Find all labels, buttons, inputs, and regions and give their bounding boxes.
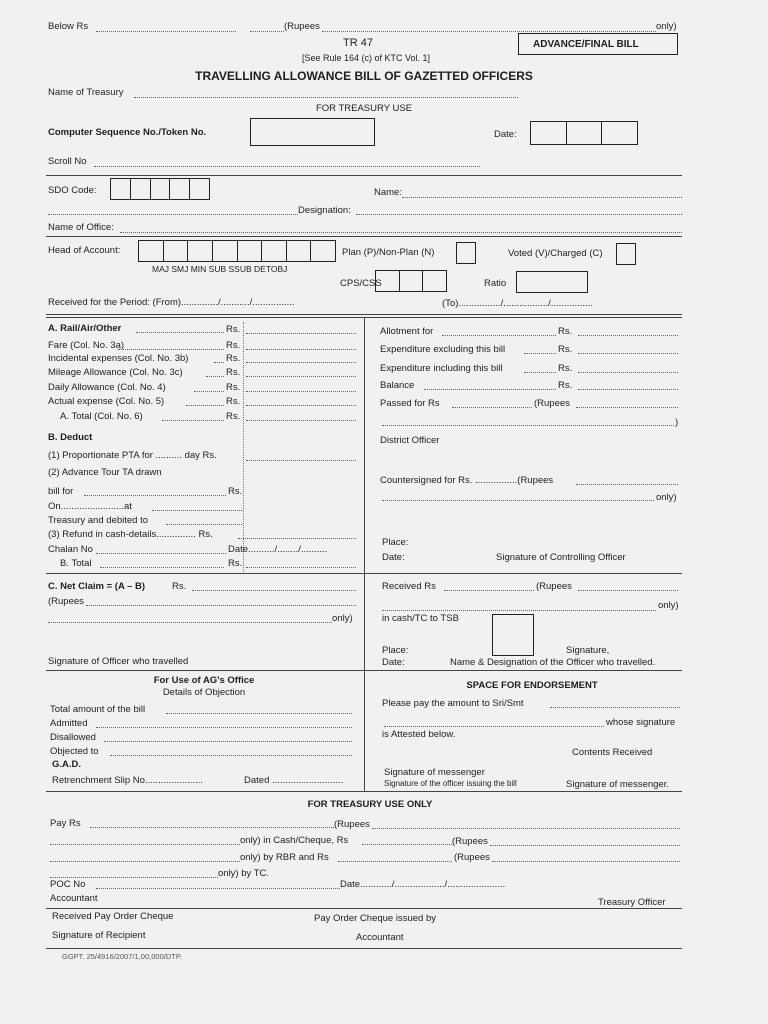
form-title: TRAVELLING ALLOWANCE BILL OF GAZETTED OFFICERS <box>195 69 533 83</box>
passed-rupees-label: (Rupees <box>534 398 570 409</box>
attested-label: is Attested below. <box>382 729 456 740</box>
exp-incl-field[interactable] <box>524 372 556 373</box>
head-of-account-label: Head of Account: <box>48 245 121 256</box>
received-rupees-field[interactable] <box>578 590 678 591</box>
bill-type-box <box>518 33 678 55</box>
on-at-label: On........................at <box>48 501 132 512</box>
rupees-field-lead[interactable] <box>250 31 284 32</box>
chalan-label: Chalan No <box>48 544 93 555</box>
allotment-label: Allotment for <box>380 326 434 337</box>
payee-field[interactable] <box>384 726 604 727</box>
countersigned-rupees-field[interactable] <box>382 500 654 501</box>
print-reference: GGPT. 25/4916/2007/1,00,000/DTP. <box>62 952 182 961</box>
rs-label: Rs. <box>226 382 241 393</box>
fare-field[interactable] <box>118 349 224 350</box>
name-of-office-field[interactable] <box>120 232 682 233</box>
amount-field[interactable] <box>246 420 356 421</box>
actual-expense-field[interactable] <box>186 405 224 406</box>
treasury-debited-field[interactable] <box>166 524 242 525</box>
rs-label: Rs. <box>172 581 187 592</box>
countersigned-field[interactable] <box>576 484 678 485</box>
amount-field[interactable] <box>246 376 356 377</box>
rs-label: Rs. <box>558 326 573 337</box>
gad-label: G.A.D. <box>52 759 82 770</box>
rs-label: Rs. <box>558 344 573 355</box>
allotment-field[interactable] <box>442 335 556 336</box>
head-codes-labels: MAJ SMJ MIN SUB SSUB DETOBJ <box>152 264 288 274</box>
b-total-field[interactable] <box>100 567 224 568</box>
designation-label: Designation: <box>298 205 351 216</box>
rs-label: Rs. <box>226 324 241 335</box>
received-rupees-label: (Rupees <box>536 581 572 592</box>
tc-field-lead[interactable] <box>50 877 218 878</box>
pay-rupees-field[interactable] <box>372 828 680 829</box>
token-no-box[interactable] <box>250 118 375 146</box>
stamp-box <box>492 614 534 656</box>
daily-allowance-label: Daily Allowance (Col. No. 4) <box>48 382 166 393</box>
rs-label: Rs. <box>226 367 241 378</box>
pta-label: (1) Proportionate PTA for .......... day Rs. <box>48 450 217 461</box>
exp-incl-amount[interactable] <box>578 372 678 373</box>
chalan-date-label: Date........../......../.......... <box>228 544 328 555</box>
rupees-label: (Rupees <box>452 836 488 847</box>
accountant-label: Accountant <box>50 893 98 904</box>
disallowed-label: Disallowed <box>50 732 96 743</box>
incidental-field[interactable] <box>214 362 224 363</box>
ag-office-heading: For Use of AG's Office <box>153 675 255 686</box>
cash-tc-label: in cash/TC to TSB <box>382 613 459 624</box>
countersigned-label: Countersigned for Rs. ................(Rupees <box>380 475 554 486</box>
dated-label: Dated ........................... <box>244 775 344 786</box>
amount-field[interactable] <box>246 405 356 406</box>
rs-label: Rs. <box>558 380 573 391</box>
sig-controlling-officer: Signature of Controlling Officer <box>496 552 626 563</box>
name-of-office-label: Name of Office: <box>48 222 114 233</box>
net-claim-label: C. Net Claim = (A – B) <box>48 581 146 592</box>
divider <box>46 236 682 237</box>
divider <box>46 948 682 949</box>
exp-excl-amount[interactable] <box>578 353 678 354</box>
form-number: TR 47 <box>343 37 373 49</box>
incidental-label: Incidental expenses (Col. No. 3b) <box>48 353 189 364</box>
scroll-no-field[interactable] <box>94 166 480 167</box>
date-label: Date: <box>382 657 405 668</box>
divider <box>46 791 682 792</box>
rs-label: Rs. <box>558 363 573 374</box>
designation-field[interactable] <box>356 214 682 215</box>
accountant-2-label: Accountant <box>356 932 404 943</box>
amount-field[interactable] <box>246 349 356 350</box>
bill-type-label: ADVANCE/FINAL BILL <box>533 39 639 50</box>
received-period-from: Received for the Period: (From)............../.........../................ <box>48 297 295 308</box>
only-label: only) <box>656 21 677 32</box>
pta-field[interactable] <box>246 460 356 461</box>
rail-field[interactable] <box>136 332 224 333</box>
treasury-officer-label: Treasury Officer <box>598 897 666 908</box>
objection-subheading: Details of Objection <box>162 687 246 698</box>
b-total-label: B. Total <box>60 558 92 569</box>
below-rs-field[interactable] <box>96 31 236 32</box>
a-total-field[interactable] <box>162 420 224 421</box>
bill-for-field[interactable] <box>84 495 226 496</box>
received-pay-order-label: Received Pay Order Cheque <box>52 911 174 922</box>
total-amount-field[interactable] <box>166 713 352 714</box>
amount-column-divider <box>243 322 244 572</box>
only-cash-label: only) in Cash/Cheque, Rs <box>240 835 349 846</box>
rupees-label: (Rupees <box>454 852 490 863</box>
only-label: only) <box>658 600 679 611</box>
passed-field[interactable] <box>452 407 532 408</box>
district-officer-label: District Officer <box>380 435 440 446</box>
sig-messenger-label: Signature of messenger <box>384 767 485 778</box>
received-field[interactable] <box>444 590 534 591</box>
rs-label: Rs. <box>226 353 241 364</box>
endorsement-heading: SPACE FOR ENDORSEMENT <box>466 680 598 691</box>
please-pay-label: Please pay the amount to Sri/Smt <box>382 698 524 709</box>
only-rbr-label: only) by RBR and Rs <box>240 852 329 863</box>
only-tc-label: only) by TC. <box>218 868 270 879</box>
disallowed-field[interactable] <box>104 741 352 742</box>
name-of-treasury-field[interactable] <box>134 97 518 98</box>
passed-rupees-field-2[interactable] <box>382 425 674 426</box>
mileage-field[interactable] <box>206 376 224 377</box>
poc-no-label: POC No <box>50 879 86 890</box>
exp-excl-label: Expenditure excluding this bill <box>380 344 506 355</box>
advance-label: (2) Advance Tour TA drawn <box>48 467 162 478</box>
rail-air-other-label: A. Rail/Air/Other <box>48 323 122 334</box>
rs-label: Rs. <box>226 396 241 407</box>
head-of-account-boxes[interactable] <box>138 240 336 262</box>
cps-css-label: CPS/CSS <box>340 278 382 289</box>
admitted-label: Admitted <box>50 718 88 729</box>
pay-rs-label: Pay Rs <box>50 818 81 829</box>
amount-field[interactable] <box>246 362 356 363</box>
fare-label: Fare (Col. No. 3a) <box>48 340 125 351</box>
total-amount-label: Total amount of the bill <box>50 704 146 715</box>
divider <box>46 573 682 574</box>
sdo-code-label: SDO Code: <box>48 185 97 196</box>
refund-label: (3) Refund in cash-details............... Rs. <box>48 529 213 540</box>
rbr-field[interactable] <box>338 861 452 862</box>
balance-label: Balance <box>380 380 415 391</box>
net-claim-rupees-field-2[interactable] <box>48 622 332 623</box>
on-at-field[interactable] <box>152 510 242 511</box>
treasury-debited-label: Treasury and debited to <box>48 515 148 526</box>
rs-label: Rs. <box>228 558 243 569</box>
a-total-label: A. Total (Col. No. 6) <box>60 411 143 422</box>
rule-reference: [See Rule 164 (c) of KTC Vol. 1] <box>301 53 431 63</box>
bill-for-label: bill for <box>48 486 74 497</box>
only-label: only) <box>656 492 677 503</box>
below-rs-label: Below Rs <box>48 21 89 32</box>
exp-excl-field[interactable] <box>524 353 556 354</box>
received-label: Received Rs <box>382 581 436 592</box>
divider <box>46 670 682 671</box>
place-label: Place: <box>382 537 409 548</box>
divider <box>46 908 682 909</box>
sig-officer-issuing-label: Signature of the officer issuing the bill <box>384 779 517 788</box>
date-label: Date: <box>494 129 517 140</box>
scroll-no-label: Scroll No <box>48 156 87 167</box>
cash-cheque-field-lead[interactable] <box>50 844 240 845</box>
date-boxes[interactable] <box>530 121 638 145</box>
amount-field[interactable] <box>246 333 356 334</box>
ratio-label: Ratio <box>484 278 507 289</box>
cash-rupees-field[interactable] <box>490 845 680 846</box>
allotment-amount[interactable] <box>578 335 678 336</box>
place-label: Place: <box>382 645 409 656</box>
rupees-words-field[interactable] <box>322 31 656 32</box>
rbr-field-lead[interactable] <box>50 861 240 862</box>
amount-field[interactable] <box>246 391 356 392</box>
deduct-heading: B. Deduct <box>48 432 93 443</box>
net-claim-rupees-field[interactable] <box>86 605 356 606</box>
b-total-amount-field[interactable] <box>246 567 356 568</box>
actual-expense-label: Actual expense (Col. No. 5) <box>48 396 165 407</box>
refund-field[interactable] <box>238 538 356 539</box>
objected-label: Objected to <box>50 746 99 757</box>
divider <box>46 175 682 176</box>
poc-date-label: Date............/.................../...................... <box>340 879 506 890</box>
passed-rupees-field[interactable] <box>576 407 678 408</box>
close-paren: ) <box>675 417 679 428</box>
passed-label: Passed for Rs <box>380 398 440 409</box>
ratio-box[interactable] <box>516 271 588 293</box>
received-rupees-field-2[interactable] <box>382 610 656 611</box>
net-claim-field[interactable] <box>192 590 356 591</box>
balance-field[interactable] <box>424 389 556 390</box>
rupees-label: (Rupees <box>334 819 370 830</box>
rbr-rupees-field[interactable] <box>492 861 680 862</box>
column-divider <box>364 317 365 791</box>
sig-messenger-2-label: Signature of messenger. <box>566 779 669 790</box>
plan-label: Plan (P)/Non-Plan (N) <box>342 247 435 258</box>
admitted-field[interactable] <box>96 727 352 728</box>
divider <box>46 314 682 315</box>
cash-cheque-field[interactable] <box>362 844 452 845</box>
name-of-treasury-label: Name of Treasury <box>48 87 124 98</box>
sig-recipient-label: Signature of Recipient <box>52 930 146 941</box>
name-label: Name: <box>374 187 402 198</box>
mileage-label: Mileage Allowance (Col. No. 3c) <box>48 367 183 378</box>
objected-field[interactable] <box>110 755 352 756</box>
name-field[interactable] <box>402 197 682 198</box>
cps-css-boxes[interactable] <box>375 270 447 292</box>
sdo-code-boxes[interactable] <box>110 178 210 200</box>
plan-box[interactable] <box>456 242 476 264</box>
rs-label: Rs. <box>226 411 241 422</box>
please-pay-field[interactable] <box>550 707 680 708</box>
retrenchment-label: Retrenchment Slip No...................... <box>52 775 203 786</box>
date-label: Date: <box>382 552 405 563</box>
designation-field-lead[interactable] <box>48 214 298 215</box>
whose-signature-label: whose signature <box>606 717 676 728</box>
pay-rs-field[interactable] <box>90 827 334 828</box>
chalan-field[interactable] <box>96 553 226 554</box>
treasury-only-heading: FOR TREASURY USE ONLY <box>307 799 433 810</box>
contents-received-label: Contents Received <box>572 747 653 758</box>
exp-incl-label: Expenditure including this bill <box>380 363 503 374</box>
poc-no-field[interactable] <box>96 888 340 889</box>
rs-label: Rs. <box>228 486 243 497</box>
balance-amount[interactable] <box>578 389 678 390</box>
signature-label: Signature, <box>566 645 610 656</box>
rupees-label: (Rupees <box>284 21 320 32</box>
voted-box[interactable] <box>616 243 636 265</box>
for-treasury-use-label: FOR TREASURY USE <box>315 103 413 114</box>
received-period-to: (To)................/................./................ <box>442 298 593 309</box>
only-label: only) <box>332 613 353 624</box>
rs-label: Rs. <box>226 340 241 351</box>
daily-allowance-field[interactable] <box>194 391 224 392</box>
net-claim-rupees-label: (Rupees <box>48 596 84 607</box>
pay-order-issued-label: Pay Order Cheque issued by <box>314 913 436 924</box>
name-designation-label: Name & Designation of the Officer who travelled. <box>450 657 656 668</box>
sig-officer-travelled: Signature of Officer who travelled <box>48 656 189 667</box>
computer-seq-label: Computer Sequence No./Token No. <box>48 127 207 138</box>
voted-label: Voted (V)/Charged (C) <box>508 248 603 259</box>
